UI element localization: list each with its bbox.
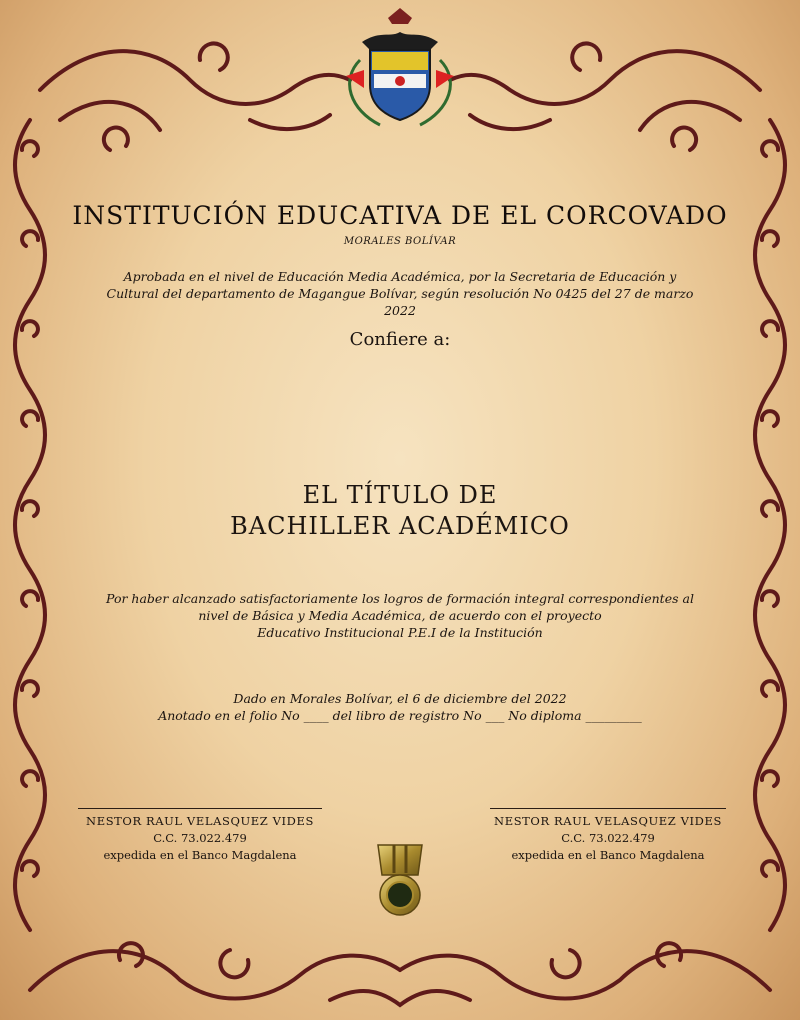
approval-text (90, 268, 710, 319)
achievement-line: nivel de Básica y Media Académica, de acuerdo con el proyecto (198, 608, 602, 623)
signature-block-left (78, 808, 322, 864)
confers-label: Confiere a: (349, 329, 451, 350)
signature-line (78, 808, 322, 809)
signature-block-right (490, 808, 726, 864)
signer-id-issued: expedida en el Banco Magdalena (511, 848, 705, 862)
registry-line: Anotado en el folio No ____ del libro de registro No ___ No diploma _________ (158, 708, 642, 723)
institution-location: MORALES BOLÍVAR (343, 236, 457, 247)
achievement-text (90, 590, 710, 641)
gold-medal-icon (378, 845, 422, 915)
colombian-coat-of-arms-icon (346, 8, 454, 125)
institution-title: INSTITUCIÓN EDUCATIVA DE EL CORCOVADO (72, 201, 728, 230)
degree-title: BACHILLER ACADÉMICO (230, 512, 570, 540)
achievement-line: Educativo Institucional P.E.I de la Institución (257, 625, 543, 640)
signer-name: NESTOR RAUL VELASQUEZ VIDES (494, 814, 722, 828)
approval-line: Cultural del departamento de Magangue Bolívar, según resolución No 0425 del 27 de marzo 2022 (106, 286, 694, 318)
bottom-flourish (30, 943, 770, 1005)
signer-id-issued: expedida en el Banco Magdalena (103, 848, 297, 862)
issued-date-line: Dado en Morales Bolívar, el 6 de diciembre del 2022 (233, 691, 567, 706)
approval-line: Aprobada en el nivel de Educación Media Académica, por la Secretaria de Educación y (123, 269, 677, 284)
issued-text (0, 690, 800, 724)
signature-line (490, 808, 726, 809)
signer-id: C.C. 73.022.479 (153, 831, 247, 845)
degree-line: EL TÍTULO DE (302, 481, 498, 509)
signer-name: NESTOR RAUL VELASQUEZ VIDES (86, 814, 314, 828)
achievement-line: Por haber alcanzado satisfactoriamente los logros de formación integral correspondientes al (106, 591, 694, 606)
signer-id: C.C. 73.022.479 (561, 831, 655, 845)
